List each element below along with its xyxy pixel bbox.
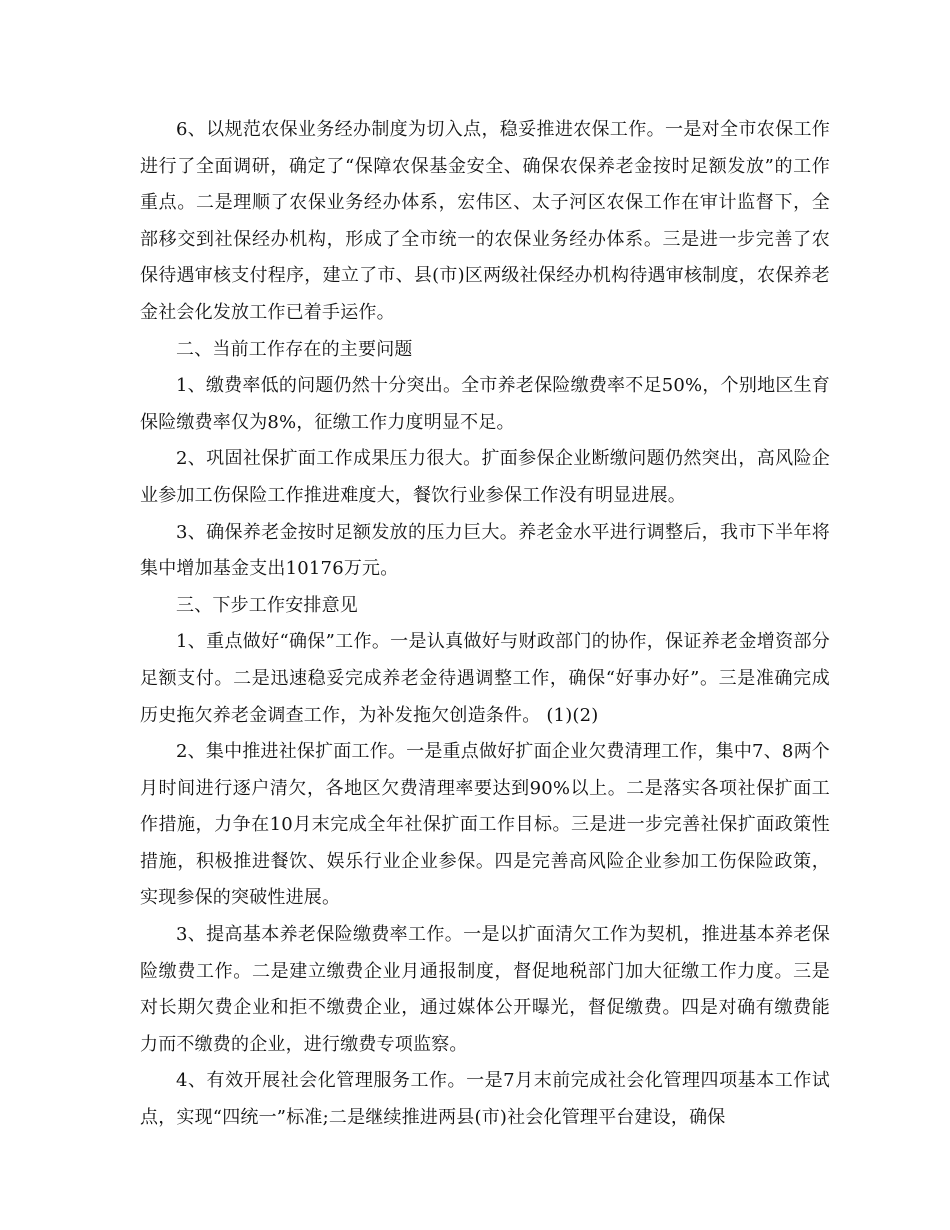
paragraph-ensure-work: 1、重点做好“确保”工作。一是认真做好与财政部门的协作，保证养老金增资部分足额支付。二是迅速稳妥完成养老金待遇调整工作，确保“好事办好”。三是准确完成历史拖欠养老金调查工作，为补发拖欠创造条件。 (1)(2) bbox=[140, 631, 830, 726]
section-heading-main-problems: 二、当前工作存在的主要问题 bbox=[176, 338, 413, 360]
paragraph-expand-coverage: 2、集中推进社保扩面工作。一是重点做好扩面企业欠费清理工作，集中7、8两个月时间进行逐户清欠，各地区欠费清理率要达到90%以上。二是落实各项社保扩面工作措施，力争在10月末完成全年社保扩面工作目标。三是进一步完善社保扩面政策性措施，积极推进餐饮、娱乐行业企业参保。四是完善高风险企业参加工伤保险政策，实现参保的突破性进展。 bbox=[140, 741, 830, 909]
paragraph-raise-payment-rate: 3、提高基本养老保险缴费率工作。一是以扩面清欠工作为契机，推进基本养老保险缴费工作。二是建立缴费企业月通报制度，督促地税部门加大征缴工作力度。三是对长期欠费企业和拒不缴费企业，通过媒体公开曝光，督促缴费。四是对确有缴费能力而不缴费的企业，进行缴费专项监察。 bbox=[140, 924, 830, 1055]
paragraph-agri-insurance: 6、以规范农保业务经办制度为切入点，稳妥推进农保工作。一是对全市农保工作进行了全面调研，确定了“保障农保基金安全、确保农保养老金按时足额发放”的工作重点。二是理顺了农保业务经办体系，宏伟区、太子河区农保工作在审计监督下，全部移交到社保经办机构，形成了全市统一的农保业务经办体系。三是进一步完善了农保待遇审核支付程序，建立了市、县(市)区两级社保经办机构待遇审核制度，农保养老金社会化发放工作已着手运作。 bbox=[140, 119, 830, 323]
section-heading-next-steps: 三、下步工作安排意见 bbox=[176, 594, 358, 616]
paragraph-socialized-management: 4、有效开展社会化管理服务工作。一是7月末前完成社会化管理四项基本工作试点，实现“四统一”标准;二是继续推进两县(市)社会化管理平台建设，确保 bbox=[140, 1070, 830, 1129]
paragraph-payment-rate: 1、缴费率低的问题仍然十分突出。全市养老保险缴费率不足50%，个别地区生育保险缴费率仅为8%，征缴工作力度明显不足。 bbox=[140, 375, 830, 433]
document-body bbox=[140, 112, 830, 1137]
paragraph-coverage-pressure: 2、巩固社保扩面工作成果压力很大。扩面参保企业断缴问题仍然突出，高风险企业参加工伤保险工作推进难度大，餐饮行业参保工作没有明显进展。 bbox=[140, 448, 830, 506]
paragraph-pension-pressure: 3、确保养老金按时足额发放的压力巨大。养老金水平进行调整后，我市下半年将集中增加基金支出10176万元。 bbox=[140, 521, 830, 580]
